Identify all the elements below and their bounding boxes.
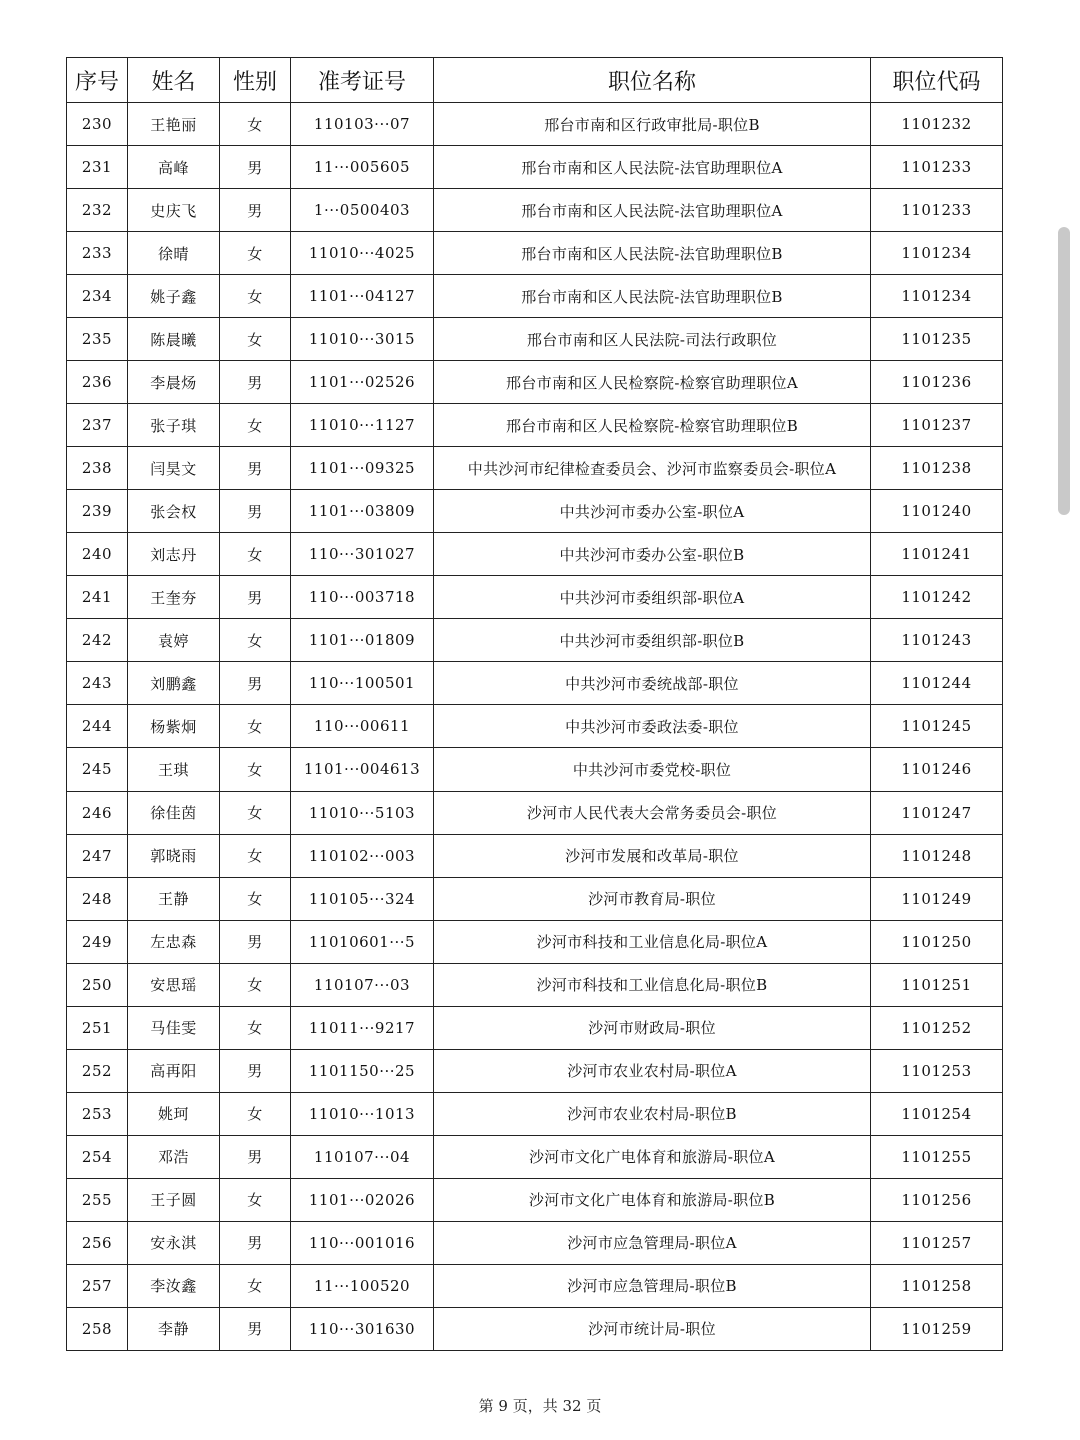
cell-name: 刘志丹 <box>128 533 220 576</box>
table-row <box>67 146 1003 189</box>
table-row <box>67 877 1003 920</box>
cell-exam-id: 1101···02026 <box>291 1178 434 1221</box>
cell-seq: 232 <box>67 189 128 232</box>
cell-seq: 247 <box>67 834 128 877</box>
cell-seq: 251 <box>67 1006 128 1049</box>
cell-position-code: 1101258 <box>871 1264 1003 1307</box>
table-row <box>67 1221 1003 1264</box>
cell-exam-id: 110107···04 <box>291 1135 434 1178</box>
table-header-row <box>67 58 1003 103</box>
header-exam-id: 准考证号 <box>291 58 434 103</box>
cell-name: 王艳丽 <box>128 103 220 146</box>
vertical-scrollbar[interactable] <box>1058 227 1070 515</box>
cell-exam-id: 110102···003 <box>291 834 434 877</box>
cell-exam-id: 1101···04127 <box>291 275 434 318</box>
cell-gender: 女 <box>220 1178 291 1221</box>
cell-name: 陈晨曦 <box>128 318 220 361</box>
cell-seq: 258 <box>67 1307 128 1350</box>
cell-seq: 239 <box>67 490 128 533</box>
cell-position-name: 中共沙河市委党校-职位 <box>434 748 871 791</box>
cell-position-code: 1101244 <box>871 662 1003 705</box>
cell-seq: 245 <box>67 748 128 791</box>
cell-seq: 244 <box>67 705 128 748</box>
cell-exam-id: 11···005605 <box>291 146 434 189</box>
cell-gender: 男 <box>220 361 291 404</box>
cell-gender: 女 <box>220 791 291 834</box>
cell-position-code: 1101233 <box>871 189 1003 232</box>
cell-position-code: 1101248 <box>871 834 1003 877</box>
cell-position-name: 邢台市南和区人民法院-法官助理职位A <box>434 189 871 232</box>
cell-exam-id: 1101···004613 <box>291 748 434 791</box>
cell-position-name: 沙河市农业农村局-职位B <box>434 1092 871 1135</box>
cell-exam-id: 110···301630 <box>291 1307 434 1350</box>
cell-gender: 女 <box>220 963 291 1006</box>
cell-name: 王奎夯 <box>128 576 220 619</box>
table-row <box>67 662 1003 705</box>
cell-seq: 241 <box>67 576 128 619</box>
cell-exam-id: 110···301027 <box>291 533 434 576</box>
cell-position-name: 邢台市南和区人民法院-法官助理职位B <box>434 275 871 318</box>
cell-gender: 女 <box>220 705 291 748</box>
cell-position-name: 邢台市南和区人民法院-法官助理职位A <box>434 146 871 189</box>
cell-gender: 女 <box>220 1264 291 1307</box>
cell-position-code: 1101241 <box>871 533 1003 576</box>
cell-exam-id: 11010···1013 <box>291 1092 434 1135</box>
cell-gender: 男 <box>220 1049 291 1092</box>
cell-name: 徐晴 <box>128 232 220 275</box>
cell-position-code: 1101252 <box>871 1006 1003 1049</box>
cell-gender: 女 <box>220 404 291 447</box>
cell-exam-id: 1101150···25 <box>291 1049 434 1092</box>
cell-seq: 254 <box>67 1135 128 1178</box>
cell-gender: 男 <box>220 146 291 189</box>
cell-position-name: 沙河市应急管理局-职位A <box>434 1221 871 1264</box>
table-row <box>67 490 1003 533</box>
cell-gender: 男 <box>220 1135 291 1178</box>
cell-seq: 237 <box>67 404 128 447</box>
cell-name: 杨紫炯 <box>128 705 220 748</box>
cell-gender: 女 <box>220 834 291 877</box>
table-row <box>67 533 1003 576</box>
header-name: 姓名 <box>128 58 220 103</box>
cell-gender: 女 <box>220 1092 291 1135</box>
cell-exam-id: 110···003718 <box>291 576 434 619</box>
cell-name: 李晨炀 <box>128 361 220 404</box>
cell-name: 李汝鑫 <box>128 1264 220 1307</box>
cell-name: 高峰 <box>128 146 220 189</box>
cell-name: 史庆飞 <box>128 189 220 232</box>
cell-position-code: 1101240 <box>871 490 1003 533</box>
cell-position-code: 1101257 <box>871 1221 1003 1264</box>
cell-name: 王子圆 <box>128 1178 220 1221</box>
cell-position-name: 中共沙河市委办公室-职位A <box>434 490 871 533</box>
cell-position-code: 1101238 <box>871 447 1003 490</box>
cell-position-code: 1101236 <box>871 361 1003 404</box>
cell-gender: 女 <box>220 619 291 662</box>
cell-position-name: 沙河市科技和工业信息化局-职位A <box>434 920 871 963</box>
cell-gender: 男 <box>220 920 291 963</box>
cell-gender: 女 <box>220 103 291 146</box>
table-row <box>67 1092 1003 1135</box>
cell-seq: 243 <box>67 662 128 705</box>
cell-seq: 235 <box>67 318 128 361</box>
cell-position-name: 沙河市农业农村局-职位A <box>434 1049 871 1092</box>
table-row <box>67 447 1003 490</box>
cell-position-name: 中共沙河市纪律检查委员会、沙河市监察委员会-职位A <box>434 447 871 490</box>
cell-seq: 236 <box>67 361 128 404</box>
cell-gender: 女 <box>220 877 291 920</box>
cell-position-code: 1101255 <box>871 1135 1003 1178</box>
cell-name: 姚珂 <box>128 1092 220 1135</box>
cell-name: 张子琪 <box>128 404 220 447</box>
cell-exam-id: 11010601···5 <box>291 920 434 963</box>
header-position-name: 职位名称 <box>434 58 871 103</box>
cell-name: 袁婷 <box>128 619 220 662</box>
cell-gender: 女 <box>220 533 291 576</box>
cell-seq: 253 <box>67 1092 128 1135</box>
cell-name: 姚子鑫 <box>128 275 220 318</box>
table-row <box>67 748 1003 791</box>
table-row <box>67 1006 1003 1049</box>
cell-position-code: 1101249 <box>871 877 1003 920</box>
cell-seq: 240 <box>67 533 128 576</box>
cell-gender: 女 <box>220 318 291 361</box>
cell-seq: 250 <box>67 963 128 1006</box>
header-position-code: 职位代码 <box>871 58 1003 103</box>
cell-position-name: 沙河市财政局-职位 <box>434 1006 871 1049</box>
cell-name: 徐佳茵 <box>128 791 220 834</box>
table-row <box>67 920 1003 963</box>
cell-exam-id: 1···0500403 <box>291 189 434 232</box>
table-row <box>67 275 1003 318</box>
cell-position-name: 沙河市文化广电体育和旅游局-职位A <box>434 1135 871 1178</box>
cell-name: 郭晓雨 <box>128 834 220 877</box>
cell-name: 马佳雯 <box>128 1006 220 1049</box>
cell-exam-id: 11···100520 <box>291 1264 434 1307</box>
cell-name: 安永淇 <box>128 1221 220 1264</box>
cell-position-name: 沙河市文化广电体育和旅游局-职位B <box>434 1178 871 1221</box>
cell-gender: 女 <box>220 1006 291 1049</box>
cell-name: 王静 <box>128 877 220 920</box>
cell-seq: 234 <box>67 275 128 318</box>
table-row <box>67 705 1003 748</box>
cell-exam-id: 1101···09325 <box>291 447 434 490</box>
cell-seq: 248 <box>67 877 128 920</box>
cell-position-code: 1101251 <box>871 963 1003 1006</box>
cell-position-name: 沙河市统计局-职位 <box>434 1307 871 1350</box>
cell-gender: 男 <box>220 1221 291 1264</box>
cell-gender: 男 <box>220 1307 291 1350</box>
table-row <box>67 834 1003 877</box>
cell-exam-id: 11010···4025 <box>291 232 434 275</box>
table-row <box>67 1049 1003 1092</box>
table-row <box>67 103 1003 146</box>
cell-name: 邓浩 <box>128 1135 220 1178</box>
cell-position-name: 中共沙河市委组织部-职位A <box>434 576 871 619</box>
cell-position-code: 1101232 <box>871 103 1003 146</box>
cell-position-code: 1101256 <box>871 1178 1003 1221</box>
table-row <box>67 963 1003 1006</box>
cell-position-name: 沙河市发展和改革局-职位 <box>434 834 871 877</box>
cell-name: 刘鹏鑫 <box>128 662 220 705</box>
cell-exam-id: 110107···03 <box>291 963 434 1006</box>
cell-position-name: 中共沙河市委统战部-职位 <box>434 662 871 705</box>
cell-name: 张会权 <box>128 490 220 533</box>
cell-seq: 256 <box>67 1221 128 1264</box>
cell-position-code: 1101237 <box>871 404 1003 447</box>
cell-position-code: 1101247 <box>871 791 1003 834</box>
cell-seq: 231 <box>67 146 128 189</box>
cell-position-name: 中共沙河市委办公室-职位B <box>434 533 871 576</box>
table-row <box>67 1178 1003 1221</box>
cell-position-code: 1101233 <box>871 146 1003 189</box>
cell-gender: 男 <box>220 189 291 232</box>
candidate-table <box>66 57 1003 1351</box>
cell-position-name: 邢台市南和区人民法院-司法行政职位 <box>434 318 871 361</box>
cell-name: 王琪 <box>128 748 220 791</box>
cell-position-name: 邢台市南和区人民法院-法官助理职位B <box>434 232 871 275</box>
cell-position-code: 1101254 <box>871 1092 1003 1135</box>
cell-position-name: 沙河市科技和工业信息化局-职位B <box>434 963 871 1006</box>
cell-position-name: 沙河市人民代表大会常务委员会-职位 <box>434 791 871 834</box>
cell-name: 安思瑶 <box>128 963 220 1006</box>
cell-exam-id: 1101···02526 <box>291 361 434 404</box>
cell-position-code: 1101259 <box>871 1307 1003 1350</box>
cell-gender: 男 <box>220 490 291 533</box>
cell-seq: 238 <box>67 447 128 490</box>
cell-seq: 252 <box>67 1049 128 1092</box>
cell-position-code: 1101235 <box>871 318 1003 361</box>
cell-name: 李静 <box>128 1307 220 1350</box>
cell-seq: 230 <box>67 103 128 146</box>
cell-exam-id: 11010···1127 <box>291 404 434 447</box>
cell-name: 左忠森 <box>128 920 220 963</box>
cell-gender: 男 <box>220 447 291 490</box>
table-row <box>67 576 1003 619</box>
table-row <box>67 318 1003 361</box>
table-row <box>67 1307 1003 1350</box>
table-row <box>67 189 1003 232</box>
cell-position-code: 1101243 <box>871 619 1003 662</box>
table-row <box>67 1264 1003 1307</box>
cell-position-code: 1101234 <box>871 232 1003 275</box>
cell-exam-id: 1101···01809 <box>291 619 434 662</box>
table-row <box>67 791 1003 834</box>
cell-exam-id: 110103···07 <box>291 103 434 146</box>
table-row <box>67 619 1003 662</box>
cell-gender: 女 <box>220 275 291 318</box>
cell-exam-id: 110···001016 <box>291 1221 434 1264</box>
cell-position-name: 沙河市教育局-职位 <box>434 877 871 920</box>
cell-name: 高再阳 <box>128 1049 220 1092</box>
cell-position-code: 1101253 <box>871 1049 1003 1092</box>
cell-position-code: 1101242 <box>871 576 1003 619</box>
cell-position-name: 邢台市南和区人民检察院-检察官助理职位A <box>434 361 871 404</box>
cell-exam-id: 110105···324 <box>291 877 434 920</box>
cell-position-code: 1101250 <box>871 920 1003 963</box>
cell-position-name: 邢台市南和区人民检察院-检察官助理职位B <box>434 404 871 447</box>
cell-seq: 242 <box>67 619 128 662</box>
cell-seq: 255 <box>67 1178 128 1221</box>
cell-position-code: 1101246 <box>871 748 1003 791</box>
cell-exam-id: 110···00611 <box>291 705 434 748</box>
cell-position-name: 中共沙河市委政法委-职位 <box>434 705 871 748</box>
cell-position-name: 邢台市南和区行政审批局-职位B <box>434 103 871 146</box>
header-gender: 性别 <box>220 58 291 103</box>
cell-gender: 女 <box>220 748 291 791</box>
cell-position-name: 中共沙河市委组织部-职位B <box>434 619 871 662</box>
cell-position-name: 沙河市应急管理局-职位B <box>434 1264 871 1307</box>
cell-seq: 249 <box>67 920 128 963</box>
table-row <box>67 361 1003 404</box>
cell-seq: 257 <box>67 1264 128 1307</box>
header-seq: 序号 <box>67 58 128 103</box>
table-row <box>67 232 1003 275</box>
cell-name: 闫昊文 <box>128 447 220 490</box>
cell-gender: 女 <box>220 232 291 275</box>
cell-position-code: 1101234 <box>871 275 1003 318</box>
cell-position-code: 1101245 <box>871 705 1003 748</box>
cell-exam-id: 1101···03809 <box>291 490 434 533</box>
cell-exam-id: 11010···3015 <box>291 318 434 361</box>
table-row <box>67 1135 1003 1178</box>
cell-seq: 233 <box>67 232 128 275</box>
cell-exam-id: 110···100501 <box>291 662 434 705</box>
cell-gender: 男 <box>220 576 291 619</box>
cell-seq: 246 <box>67 791 128 834</box>
page-footer: 第 9 页，共 32 页 <box>478 1397 602 1415</box>
cell-exam-id: 11010···5103 <box>291 791 434 834</box>
cell-gender: 男 <box>220 662 291 705</box>
cell-exam-id: 11011···9217 <box>291 1006 434 1049</box>
table-row <box>67 404 1003 447</box>
